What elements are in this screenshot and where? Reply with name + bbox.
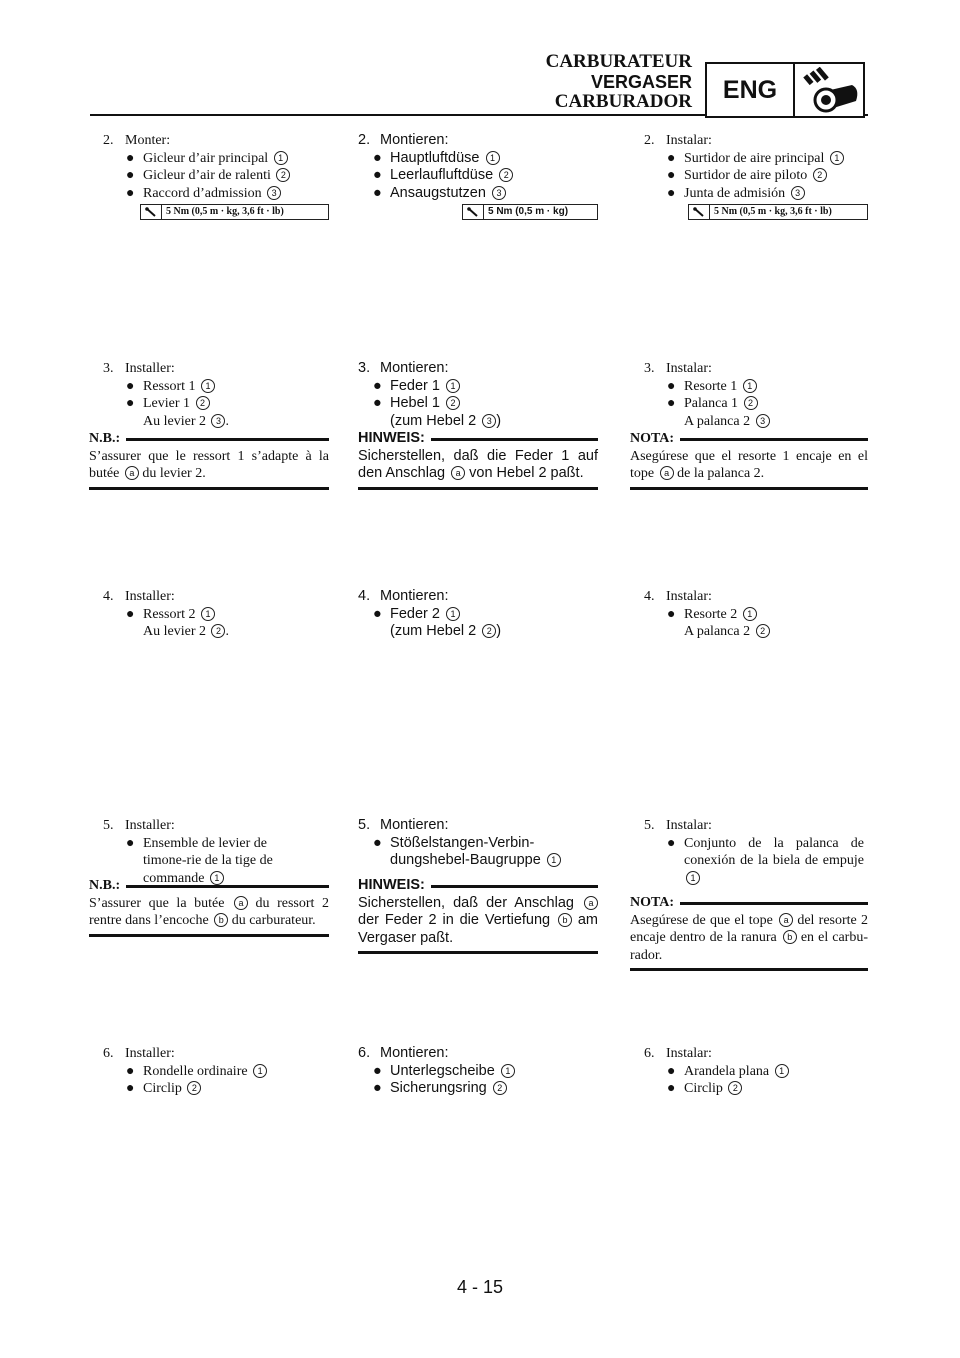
fr-note-3: N.B.: S’assurer que le ressort 1 s’adapte à la butée a du levier 2. xyxy=(89,430,329,490)
es-step-4: 4. Instalar: ● Resorte 2 1 A palanca 2 2 xyxy=(630,588,868,641)
wrench-icon xyxy=(141,205,162,219)
wrench-icon xyxy=(463,205,484,219)
es-step-6: 6. Instalar: ● Arandela plana 1 ● Circlip 2 xyxy=(630,1045,868,1098)
de-step-2: 2. Montieren: ● Hauptluftdüse 1 ● Leerlaufluftdüse 2 ● Ansaugstutzen 3 5 Nm (0,5 m · kg) xyxy=(358,132,598,220)
de-step-4: 4. Montieren: ● Feder 2 1 (zum Hebel 2 2 ) xyxy=(358,588,502,639)
torque-spec: 5 Nm (0,5 m · kg) xyxy=(462,204,598,220)
section-titles xyxy=(546,52,692,112)
title-fr: CARBURATEUR xyxy=(545,51,692,72)
title-es: CARBURADOR xyxy=(554,91,692,112)
es-note-3: NOTA: Asegúrese que el resorte 1 encaje en el tope a de la palanca 2. xyxy=(630,430,868,490)
fr-step-6: 6. Installer: ● Rondelle ordinaire 1 ● Circlip 2 xyxy=(89,1045,329,1098)
section-badge xyxy=(705,62,865,118)
de-step-3: 3. Montieren: ● Feder 1 1 ● Hebel 1 2 (zum Hebel 2 3 ) xyxy=(358,360,502,429)
fr-step-3: 3. Installer: ● Ressort 1 1 ● Levier 1 2 Au levier 2 3 . xyxy=(103,361,229,429)
de-note-5: HINWEIS: Sicherstellen, daß der Anschlag a der Feder 2 in die Vertiefung b am Vergaser paßt. xyxy=(358,877,598,954)
torque-spec: 5 Nm (0,5 m · kg, 3,6 ft · lb) xyxy=(140,204,329,220)
de-step-6: 6. Montieren: ● Unterlegscheibe 1 ● Sicherungsring 2 xyxy=(358,1045,598,1098)
es-step-2: 2. Instalar: ● Surtidor de aire principal 1 ● Surtidor de aire piloto 2 ● Junta de admisión 3 5 Nm (0,5 m · kg, 3,6 ft · lb) xyxy=(630,132,868,220)
engine-gear-icon xyxy=(795,64,863,116)
es-note-5: NOTA: Asegúrese de que el tope a del resorte 2 encaje dentro de la ranura b en el carbu-rador. xyxy=(630,894,868,971)
de-step-5: 5. Montieren: ● Stößelstangen-Verbin-dungshebel-Baugruppe 1 xyxy=(358,817,598,870)
fr-step-2: 2. Monter: ● Gicleur d’air principal 1 ● Gicleur d’air de ralenti 2 ● Raccord d’admission 3 5 Nm (0,5 m · kg, 3,6 ft · lb) xyxy=(89,132,329,220)
de-note-3: HINWEIS: Sicherstellen, daß die Feder 1 auf den Anschlag a von Hebel 2 paßt. xyxy=(358,430,598,490)
torque-spec: 5 Nm (0,5 m · kg, 3,6 ft · lb) xyxy=(688,204,868,220)
wrench-icon xyxy=(689,205,710,219)
fr-step-5: 5. Installer: ● Ensemble de levier de timone-rie de la tige de commande 1 xyxy=(103,818,273,886)
title-de: VERGASER xyxy=(590,72,692,92)
es-step-5: 5. Instalar: ● Conjunto de la palanca de conexión de la biela de empuje 1 xyxy=(644,818,864,883)
page-number: 4 - 15 xyxy=(456,1277,504,1297)
fr-step-4: 4. Installer: ● Ressort 2 1 Au levier 2 2 . xyxy=(103,589,229,639)
section-badge-label: ENG xyxy=(707,64,795,116)
fr-note-5: N.B.: S’assurer que la butée a du ressort 2 rentre dans l’encoche b du carburateur. xyxy=(89,877,329,937)
es-step-3: 3. Instalar: ● Resorte 1 1 ● Palanca 1 2 A palanca 2 3 xyxy=(630,360,868,430)
